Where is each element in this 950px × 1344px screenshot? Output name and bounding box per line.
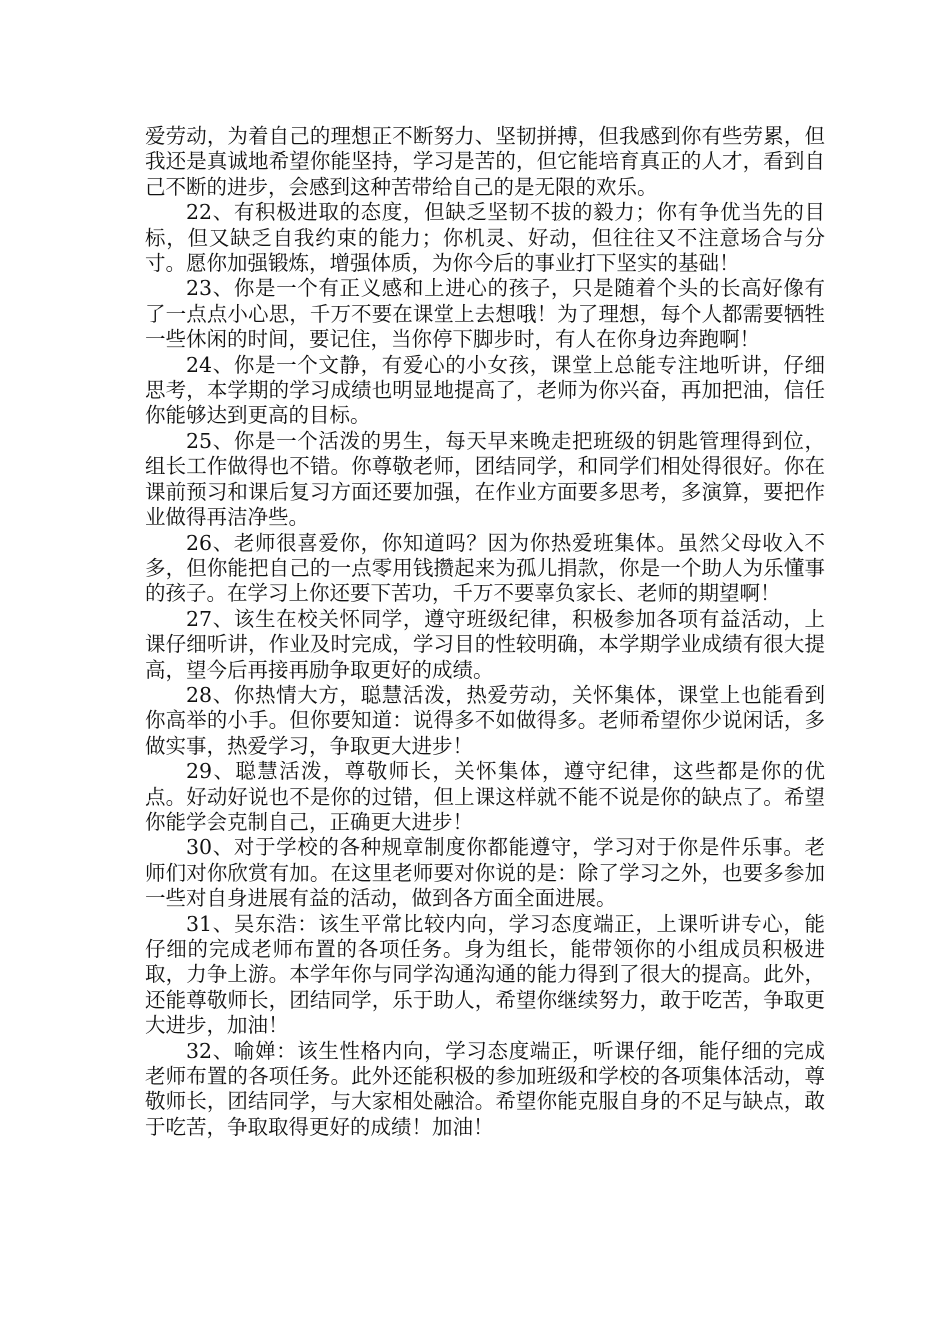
paragraph-continuation: 爱劳动，为着自己的理想正不断努力、坚韧拼搏，但我感到你有些劳累，但我还是真诚地希望你能坚持，学习是苦的，但它能培育真正的人才，看到自己不断的进步，会感到这种苦带给自己的是无限的欢乐。	[145, 124, 825, 199]
paragraph-comment-25: 25、你是一个活泼的男生，每天早来晚走把班级的钥匙管理得到位，组长工作做得也不错。你尊敬老师，团结同学，和同学们相处得很好。你在课前预习和课后复习方面还要加强，在作业方面要多思考，多演算，要把作业做得再洁净些。	[145, 428, 825, 530]
paragraph-comment-31: 31、吴东浩：该生平常比较内向，学习态度端正，上课听讲专心，能仔细的完成老师布置的各项任务。身为组长，能带领你的小组成员积极进取，力争上游。本学年你与同学沟通沟通的能力得到了很大的提高。此外，还能尊敬师长，团结同学，乐于助人，希望你继续努力，敢于吃苦，争取更大进步，加油！	[145, 911, 825, 1038]
document-body	[145, 124, 825, 1140]
paragraph-comment-23: 23、你是一个有正义感和上进心的孩子，只是随着个头的长高好像有了一点点小心思，千万不要在课堂上去想哦！为了理想，每个人都需要牺牲一些休闲的时间，要记住，当你停下脚步时，有人在你身边奔跑啊！	[145, 276, 825, 352]
paragraph-comment-28: 28、你热情大方，聪慧活泼，热爱劳动，关怀集体，课堂上也能看到你高举的小手。但你要知道：说得多不如做得多。老师希望你少说闲话，多做实事，热爱学习，争取更大进步！	[145, 682, 825, 758]
paragraph-comment-29: 29、聪慧活泼，尊敬师长，关怀集体，遵守纪律，这些都是你的优点。好动好说也不是你的过错，但上课这样就不能不说是你的缺点了。希望你能学会克制自己，正确更大进步！	[145, 759, 825, 834]
paragraph-comment-22: 22、有积极进取的态度，但缺乏坚韧不拔的毅力；你有争优当先的目标，但又缺乏自我约束的能力；你机灵、好动，但往往又不注意场合与分寸。愿你加强锻炼，增强体质，为你今后的事业打下坚实的基础！	[145, 200, 825, 276]
paragraph-comment-32: 32、喻婵：该生性格内向，学习态度端正，听课仔细，能仔细的完成老师布置的各项任务。此外还能积极的参加班级和学校的各项集体活动，尊敬师长，团结同学，与大家相处融洽。希望你能克服自身的不足与缺点，敢于吃苦，争取取得更好的成绩！加油！	[145, 1038, 825, 1139]
paragraph-comment-26: 26、老师很喜爱你，你知道吗？因为你热爱班集体。虽然父母收入不多，但你能把自己的一点零用钱攒起来为孤儿捐款，你是一个助人为乐懂事的孩子。在学习上你还要下苦功，千万不要辜负家长、老师的期望啊！	[145, 530, 825, 606]
paragraph-comment-30: 30、对于学校的各种规章制度你都能遵守，学习对于你是件乐事。老师们对你欣赏有加。在这里老师要对你说的是：除了学习之外，也要多参加一些对自身进展有益的活动，做到各方面全面进展。	[145, 835, 825, 911]
paragraph-comment-27: 27、该生在校关怀同学，遵守班级纪律，积极参加各项有益活动，上课仔细听讲，作业及时完成，学习目的性较明确，本学期学业成绩有很大提高，望今后再接再励争取更好的成绩。	[145, 606, 825, 682]
paragraph-comment-24: 24、你是一个文静，有爱心的小女孩，课堂上总能专注地听讲，仔细思考，本学期的学习成绩也明显地提高了，老师为你兴奋，再加把油，信任你能够达到更高的目标。	[145, 352, 825, 428]
